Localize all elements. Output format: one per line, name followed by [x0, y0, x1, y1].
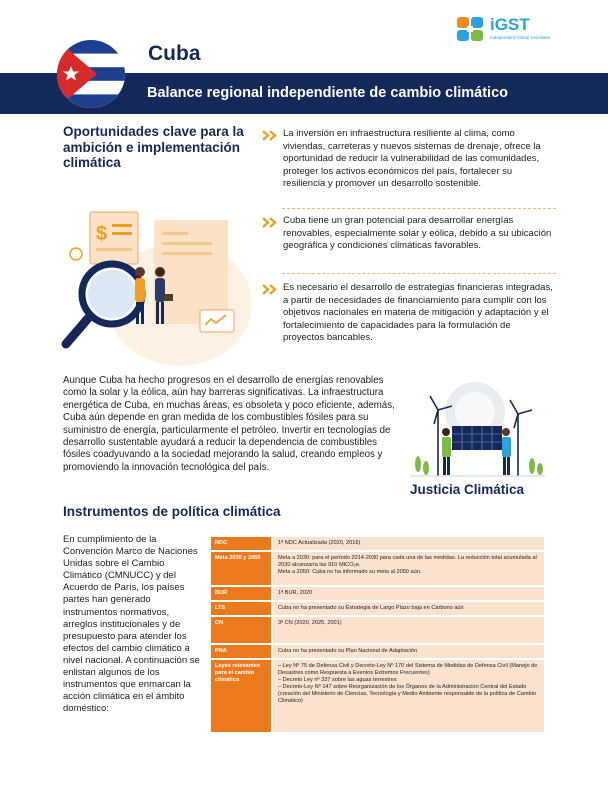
table-row [211, 645, 544, 658]
cuba-flag-icon [57, 40, 125, 108]
finance-illustration [60, 198, 266, 374]
opportunity-bullet-text: Es necesario el desarrollo de estrategias financieras integradas, a partir de necesidades de financiamiento para cumplir con los objetivos nacionales en materia de mitigación y adaptación y el fortalecimiento de capacidades para la formulación de proyectos bancables. [283, 282, 553, 344]
double-chevron-icon [262, 130, 278, 141]
table-row [211, 660, 544, 732]
divider [282, 273, 556, 274]
body-paragraph: Aunque Cuba ha hecho progresos en el desarrollo de energías renovables como la solar y la eólica, aún hay barreras significativas. La infraestructura energética de Cuba, en muchas áreas, es obsoleta y poco eficiente, además, Cuba aún depende en gran medida de los combustibles fósiles para su suministro de energía, particularmente el petróleo. Invertir en tecnologías de desarrollo sustentable ayudará a reducir la dependencia de combustibles fósiles coadyuvando a la sociedad mejorando la salud, creando empleos y promoviendo la innovación tecnológica del país. [63, 375, 395, 473]
row-label: BUR [211, 587, 271, 600]
row-label: CN [211, 617, 271, 643]
instruments-intro: En cumplimiento de la Convención Marco de Naciones Unidas sobre el Cambio Climático (CMNUCC) y del Acuerdo de París, los países partes han generado instrumentos normativos, arreglos institucionales y de presupuesto para atender los efectos del cambio climático a nivel nacional. A continuación se enlistan algunos de los instrumentos que enmarcan la acción climática en el ámbito doméstico: [63, 534, 200, 715]
row-label: PNA [211, 645, 271, 658]
logo-name: iGST [490, 15, 530, 34]
svg-text:$: $ [96, 223, 108, 245]
table-row [211, 617, 544, 643]
table-row [211, 552, 544, 585]
opportunities-title: Oportunidades clave para la ambición e implementación climática [63, 124, 244, 170]
row-value: Cuba no ha presentado su Plan Nacional de Adaptación [273, 645, 544, 658]
row-value: 1ª NDC Actualizada (2020, 2016) [273, 537, 544, 550]
row-label: Leyes relevantes para el cambio climático [211, 660, 271, 732]
row-value: Meta a 2030: para el período 2014-2030 para cada una de las medidas. La reducción total acumulada al 2030 alcanzaría las 910 MtCO₂e. Meta a 2050: Cuba no ha informado su meta al 2050 aún. [273, 552, 544, 585]
table-row [211, 587, 544, 600]
country-name: Cuba [148, 42, 201, 65]
divider [282, 208, 556, 209]
logo-subtitle: Independent Global Stocktake [490, 35, 551, 40]
igst-logo-icon [454, 14, 486, 44]
banner-title: Balance regional independiente de cambio climático [147, 85, 508, 101]
row-value: 3ª CN (2020, 2025, 2001) [273, 617, 544, 643]
row-label: NDC [211, 537, 271, 550]
igst-logo [454, 12, 558, 48]
row-value: – Ley Nº 75 de Defensa Civil y Decreto-Ley Nº 170 del Sistema de Medidas de Defensa Civil (Manejo de Desastres como Respuesta a Eventos Extremos Frecuentes) – Decreto Ley nº 337 sobre las aguas terrestres – Decreto-Ley Nº 147 sobre Reorganización de los Órganos de la Administración Central del Estado (creación del Ministerio de Ciencias, Tecnología y Medio Ambiente responsable de la política de Cambio Climático) [273, 660, 544, 732]
table-row [211, 602, 544, 615]
row-value: Cuba no ha presentado su Estrategia de Largo Plazo baja en Carbono aún [273, 602, 544, 615]
row-value: 1ª BUR, 2020 [273, 587, 544, 600]
climate-justice-illustration [400, 378, 550, 478]
row-label: Meta 2030 y 2050 [211, 552, 271, 585]
opportunity-bullet-text: Cuba tiene un gran potencial para desarrollar energías renovables, especialmente solar y eólica, debido a su ubicación geográfica y condiciones climáticas favorables. [283, 215, 552, 252]
row-label: LTS [211, 602, 271, 615]
table-row [211, 537, 544, 550]
instruments-title: Instrumentos de política climática [63, 504, 281, 519]
climate-justice-title: Justicia Climática [410, 482, 525, 497]
opportunity-bullet-text: La inversión en infraestructura resiliente al clima, como viviendas, carreteras y nuevos sistemas de drenaje, ofrece la oportunidad de reducir la vulnerabilidad de las comunidades, proteger los activos económicos del país, fortalecer su resiliencia y promover un desarrollo sostenible. [283, 128, 541, 190]
